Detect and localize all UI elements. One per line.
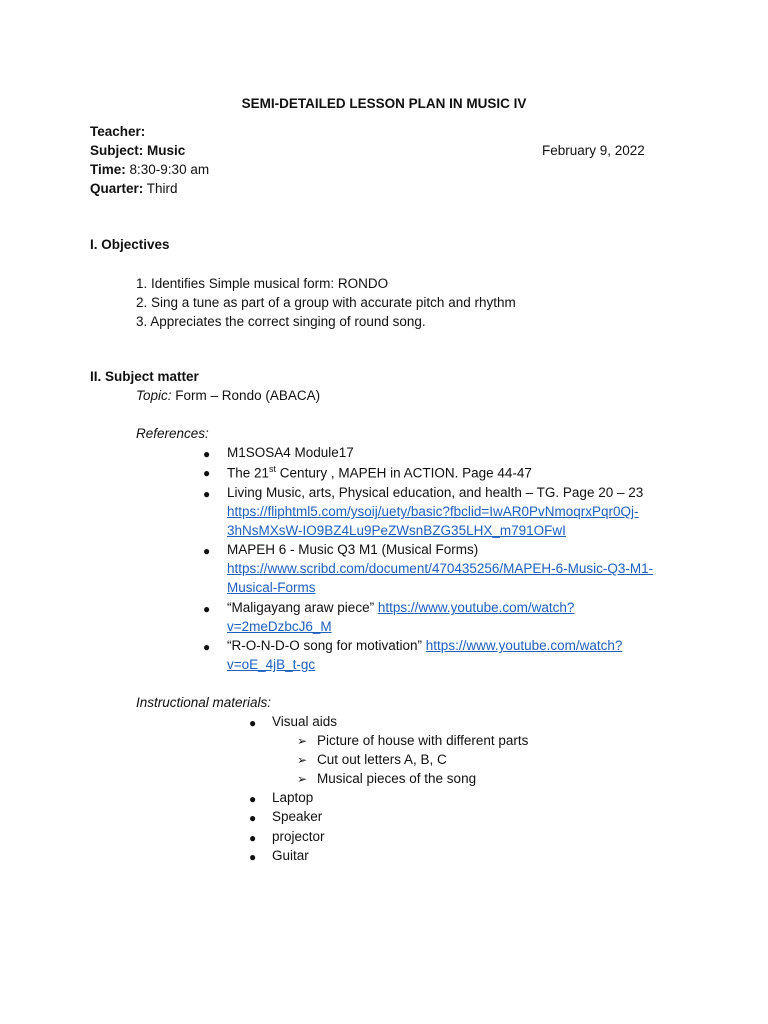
references-label: References: (136, 426, 209, 441)
subject-label: Subject: (90, 143, 144, 158)
reference-link[interactable]: https://www.youtube.com/watch? (425, 638, 623, 653)
material-item: Guitar (272, 848, 309, 863)
subject-value: Music (147, 143, 186, 158)
reference-link[interactable]: https://fliphtml5.com/ysoij/uety/basic?fbclid=IwAR0PvNmoqrxPqr0Qj- (227, 504, 639, 519)
bullet-icon: ● (203, 602, 211, 616)
time-line (90, 162, 209, 177)
subject-line (90, 143, 185, 158)
arrow-bullet-icon: ➢ (297, 734, 308, 748)
reference-link[interactable]: 3hNsMXsW-IO9BZ4Lu9PeZWsnBZG35LHX_m791OFwI (227, 523, 566, 538)
bullet-icon: ● (249, 850, 257, 864)
reference-item: Living Music, arts, Physical education, and health – TG. Page 20 – 23 (227, 485, 644, 500)
material-item: projector (272, 829, 325, 844)
bullet-icon: ● (203, 544, 211, 558)
reference-link[interactable]: v=2meDzbcJ6_M (227, 619, 332, 634)
objectives-heading: I. Objectives (90, 237, 170, 252)
materials-label: Instructional materials: (136, 695, 272, 710)
superscript: st (269, 464, 277, 474)
bullet-icon: ● (203, 640, 211, 654)
reference-item: MAPEH 6 - Music Q3 M1 (Musical Forms) (227, 542, 479, 557)
material-subitem: Picture of house with different parts (317, 733, 529, 748)
reference-link[interactable]: https://www.youtube.com/watch? (377, 600, 575, 615)
time-value: 8:30-9:30 am (129, 162, 210, 177)
reference-item: M1SOSA4 Module17 (227, 445, 354, 460)
material-item: Visual aids (272, 714, 338, 729)
arrow-bullet-icon: ➢ (297, 753, 308, 767)
bullet-icon: ● (203, 447, 211, 461)
bullet-icon: ● (249, 792, 257, 806)
quarter-line (90, 181, 178, 196)
objective-item: 1. Identifies Simple musical form: RONDO (136, 276, 389, 291)
document-title: SEMI-DETAILED LESSON PLAN IN MUSIC IV (241, 96, 527, 111)
topic-value: Form – Rondo (ABACA) (175, 388, 321, 403)
bullet-icon: ● (249, 831, 257, 845)
reference-item (227, 600, 574, 615)
teacher-label: Teacher: (90, 124, 146, 139)
topic-line (136, 388, 320, 403)
material-item: Speaker (272, 809, 323, 824)
reference-text: “Maligayang araw piece” (227, 600, 378, 615)
reference-text: The 21 (227, 465, 270, 481)
quarter-label: Quarter: (90, 181, 144, 196)
material-item: Laptop (272, 790, 314, 805)
reference-text: “R-O-N-D-O song for motivation” (227, 638, 426, 653)
reference-item (227, 638, 622, 653)
topic-label: Topic: (136, 388, 172, 403)
objective-item: 3. Appreciates the correct singing of round song. (136, 314, 426, 329)
teacher-line (90, 124, 145, 139)
lesson-date: February 9, 2022 (542, 143, 645, 158)
reference-link[interactable]: v=oE_4jB_t-gc (227, 657, 316, 672)
reference-link[interactable]: Musical-Forms (227, 580, 316, 595)
objective-item: 2. Sing a tune as part of a group with accurate pitch and rhythm (136, 295, 516, 310)
material-subitem: Cut out letters A, B, C (317, 752, 447, 767)
time-label: Time: (90, 162, 126, 177)
material-subitem: Musical pieces of the song (317, 771, 477, 786)
bullet-icon: ● (249, 811, 257, 825)
bullet-icon: ● (203, 466, 211, 480)
reference-text: Century , MAPEH in ACTION. Page 44-47 (276, 465, 532, 481)
bullet-icon: ● (203, 487, 211, 501)
quarter-value: Third (146, 181, 178, 196)
arrow-bullet-icon: ➢ (297, 772, 308, 786)
reference-item (227, 464, 532, 481)
bullet-icon: ● (249, 716, 257, 730)
subject-matter-heading: II. Subject matter (90, 369, 199, 384)
reference-link[interactable]: https://www.scribd.com/document/470435256/MAPEH-6-Music-Q3-M1- (227, 561, 654, 576)
